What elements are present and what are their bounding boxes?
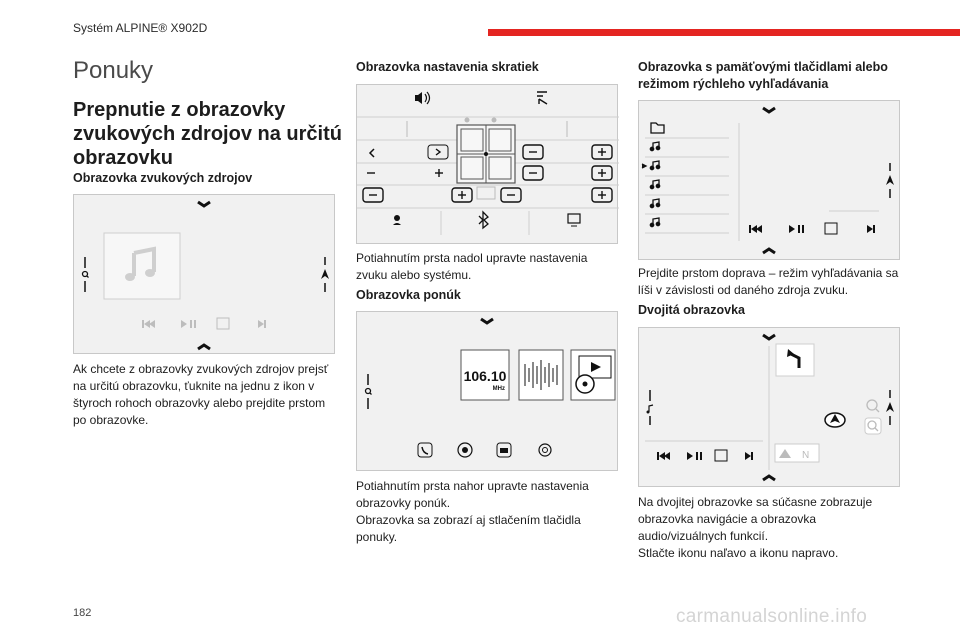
shortcut-settings-screen-illustration: [356, 84, 618, 244]
bluetooth-icon: [479, 212, 488, 228]
menu-screen-heading: Obrazovka ponúk: [356, 288, 461, 302]
position-cursor-icon: [825, 413, 845, 427]
presets-screen-description: Prejdite prstom doprava – režim vyhľadávania sa líši v závislosti od daného zdroja zvuku.: [638, 266, 899, 297]
zoom-in-icon: [867, 400, 879, 412]
music-note-icon: [647, 390, 654, 425]
vehicle-icon: [497, 443, 511, 457]
audio-source-screen-description: Ak chcete z obrazovky zvukových zdrojov prejsť na určitú obrazovku, ťuknite na jednu z ikon v štyroch rohoch obrazovky alebo prejdite prstom po obrazovke.: [73, 362, 329, 427]
car-seat-diagram: [457, 118, 515, 184]
chevron-down-icon: [763, 108, 775, 112]
compass-button: [775, 444, 819, 462]
zoom-out-icon: [865, 418, 881, 434]
media-tile: [571, 350, 615, 400]
dual-screen-heading: Dvojitá obrazovka: [638, 303, 745, 317]
chevron-left-icon: [370, 149, 374, 157]
dual-screen-illustration: [638, 327, 900, 487]
presets-screen-illustration: [638, 100, 900, 260]
media-controls-icons: [657, 450, 753, 461]
audio-source-screen-illustration: [73, 194, 335, 354]
chevron-down-icon: [481, 319, 493, 323]
settings-adjust-icon: [537, 92, 547, 104]
turn-direction-icon: [776, 344, 814, 376]
folder-icon: [651, 123, 664, 133]
audio-source-screen-heading: Obrazovka zvukových zdrojov: [73, 171, 253, 185]
section-title: Ponuky: [73, 57, 154, 84]
chevron-right-button: [428, 145, 448, 159]
navigation-arrow-icon: [321, 257, 329, 292]
online-services-icon: [458, 443, 472, 457]
chapter-title: Prepnutie z obrazovky zvukových zdrojov na určitú obrazovku: [73, 99, 342, 169]
chevron-up-icon: [763, 249, 775, 253]
compass-label: N: [802, 450, 810, 461]
navigation-arrow-icon: [886, 163, 894, 198]
shortcut-settings-description: Potiahnutím prsta nadol upravte nastavenia zvuku alebo systému.: [356, 251, 588, 282]
media-controls-icons: [142, 318, 266, 329]
chevron-down-icon: [198, 202, 210, 206]
media-controls-icons: [749, 223, 875, 234]
radio-unit: MHz: [492, 386, 505, 392]
chevron-up-icon: [198, 345, 210, 349]
display-icon: [568, 214, 580, 226]
watermark: carmanualsonline.info: [676, 606, 868, 627]
navigation-arrow-icon: [886, 390, 894, 425]
dual-screen-instruction: Stlačte ikonu naľavo a ikonu napravo.: [638, 546, 839, 560]
music-note-icon: [104, 233, 180, 299]
search-icon: [366, 374, 372, 409]
running-header: Systém ALPINE® X902D: [73, 21, 208, 35]
menu-button-description: Obrazovka sa zobrazí aj stlačením tlačidla ponuky.: [356, 513, 581, 544]
chevron-down-icon: [763, 335, 775, 339]
radio-frequency: 106.10: [463, 368, 507, 384]
phone-icon: [418, 443, 432, 457]
page-number: 182: [73, 607, 92, 619]
chevron-up-icon: [763, 476, 775, 480]
tuner-tile: [519, 350, 563, 400]
header-accent-bar: [488, 29, 960, 36]
menu-screen-description: Potiahnutím prsta nahor upravte nastavenia obrazovky ponúk.: [356, 479, 589, 510]
dual-screen-description: Na dvojitej obrazovke sa súčasne zobrazuje obrazovka navigácie a obrazovka audio/vizuálnych funkcií.: [638, 495, 873, 543]
shortcut-settings-screen-heading: Obrazovka nastavenia skratiek: [356, 60, 539, 74]
presets-screen-heading: Obrazovka s pamäťovými tlačidlami alebo režimom rýchleho vyhľadávania: [638, 60, 888, 91]
search-icon: [83, 257, 89, 292]
volume-icon: [415, 92, 430, 104]
radio-tile: [461, 350, 509, 400]
gear-icon: [539, 444, 551, 456]
voice-recognition-icon: [393, 215, 401, 225]
menu-screen-illustration: [356, 311, 618, 471]
